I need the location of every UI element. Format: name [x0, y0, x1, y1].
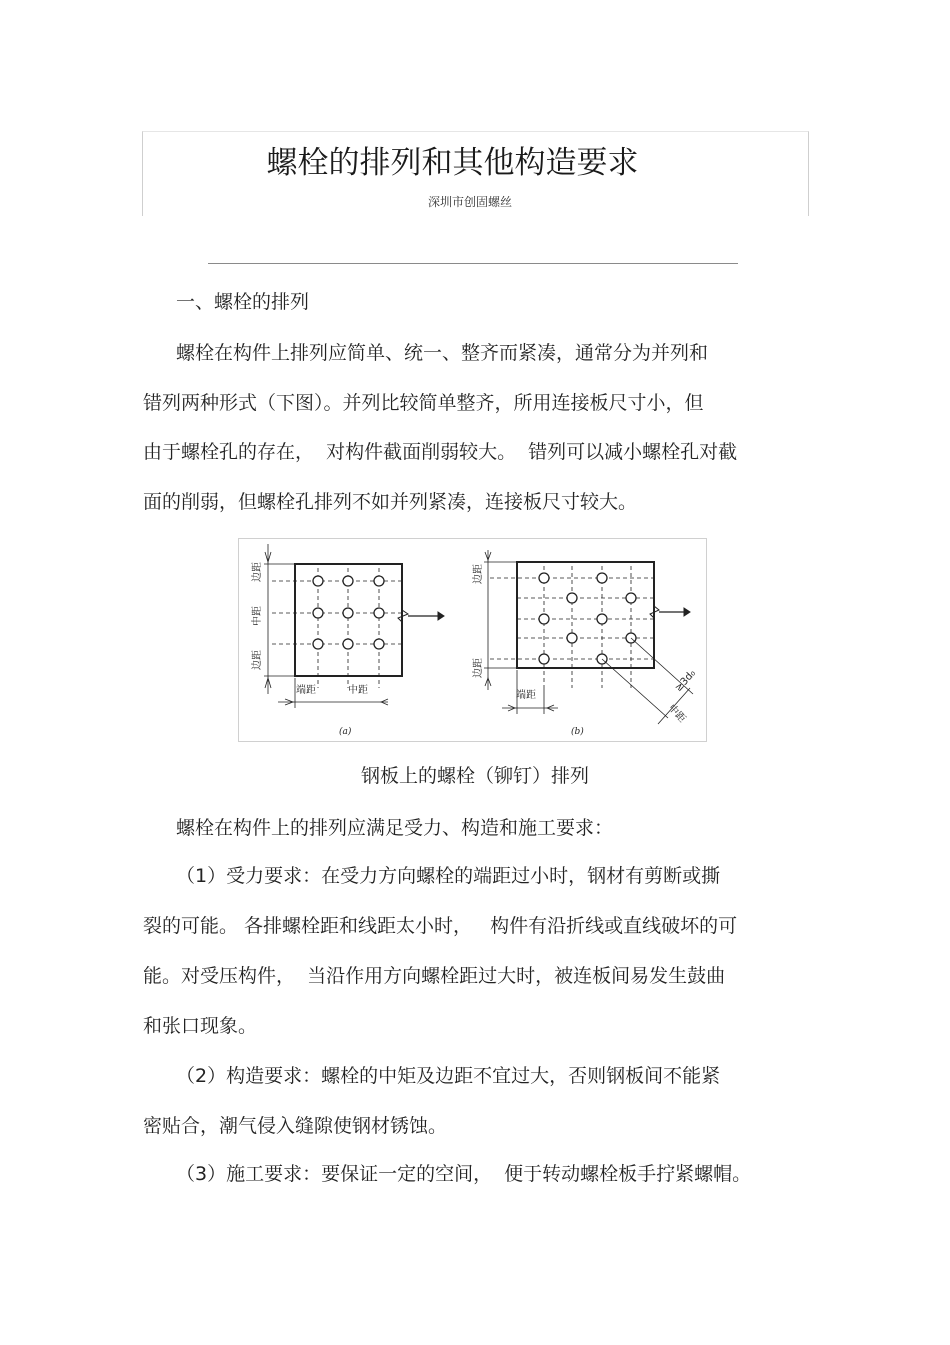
- label-end-b: 端距: [516, 690, 536, 701]
- label-mid-slant-b: 中距: [665, 702, 688, 725]
- paragraph-line: 能。对受压构件， 当沿作用方向螺栓距过大时，被连板间易发生鼓曲: [143, 965, 726, 987]
- label-edge-top-b: 边距: [473, 564, 484, 584]
- paragraph-line: 裂的可能。 各排螺栓距和线距太小时， 构件有沿折线或直线破坏的可: [143, 915, 738, 937]
- divider: [208, 263, 738, 264]
- label-edge-bottom-a: 边距: [252, 650, 263, 670]
- sublabel-b: (b): [571, 727, 584, 737]
- paragraph-line: （2）构造要求：螺栓的中矩及边距不宜过大，否则钢板间不能紧: [176, 1065, 721, 1087]
- paragraph-line: 面的削弱，但螺栓孔排列不如并列紧凑，连接板尺寸较大。: [143, 491, 638, 513]
- paragraph-line: 和张口现象。: [143, 1015, 258, 1037]
- figure-caption: 钢板上的螺栓（铆钉）排列: [360, 765, 589, 787]
- label-end-a: 端距: [296, 685, 316, 696]
- bolt-arrangement-figure: [238, 538, 707, 742]
- paragraph-line: （1）受力要求：在受力方向螺栓的端距过小时，钢材有剪断或撕: [176, 865, 721, 887]
- label-edge-top-a: 边距: [252, 562, 263, 582]
- sublabel-a: (a): [339, 727, 352, 737]
- document-subtitle: 深圳市创固螺丝: [427, 195, 512, 209]
- label-edge-bottom-b: 边距: [473, 658, 484, 678]
- label-mid-bottom-a: 中距: [348, 685, 368, 696]
- label-min-pitch-b: ≥3d₀: [673, 667, 699, 695]
- paragraph-line: 螺栓在构件上的排列应满足受力、构造和施工要求：: [176, 817, 614, 839]
- paragraph-line: 螺栓在构件上排列应简单、统一、整齐而紧凑，通常分为并列和: [176, 342, 709, 364]
- section-heading: 一、螺栓的排列: [176, 291, 310, 313]
- paragraph-line: 由于螺栓孔的存在， 对构件截面削弱较大。 错列可以减小螺栓孔对截: [143, 441, 738, 463]
- paragraph-line: 密贴合，潮气侵入缝隙使钢材锈蚀。: [143, 1115, 448, 1137]
- paragraph-line: 错列两种形式（下图）。并列比较简单整齐，所用连接板尺寸小，但: [143, 392, 704, 414]
- label-mid-a: 中距: [252, 606, 263, 626]
- paragraph-line: （3）施工要求：要保证一定的空间， 便于转动螺栓板手拧紧螺帽。: [176, 1163, 752, 1185]
- document-title: 螺栓的排列和其他构造要求: [266, 145, 639, 181]
